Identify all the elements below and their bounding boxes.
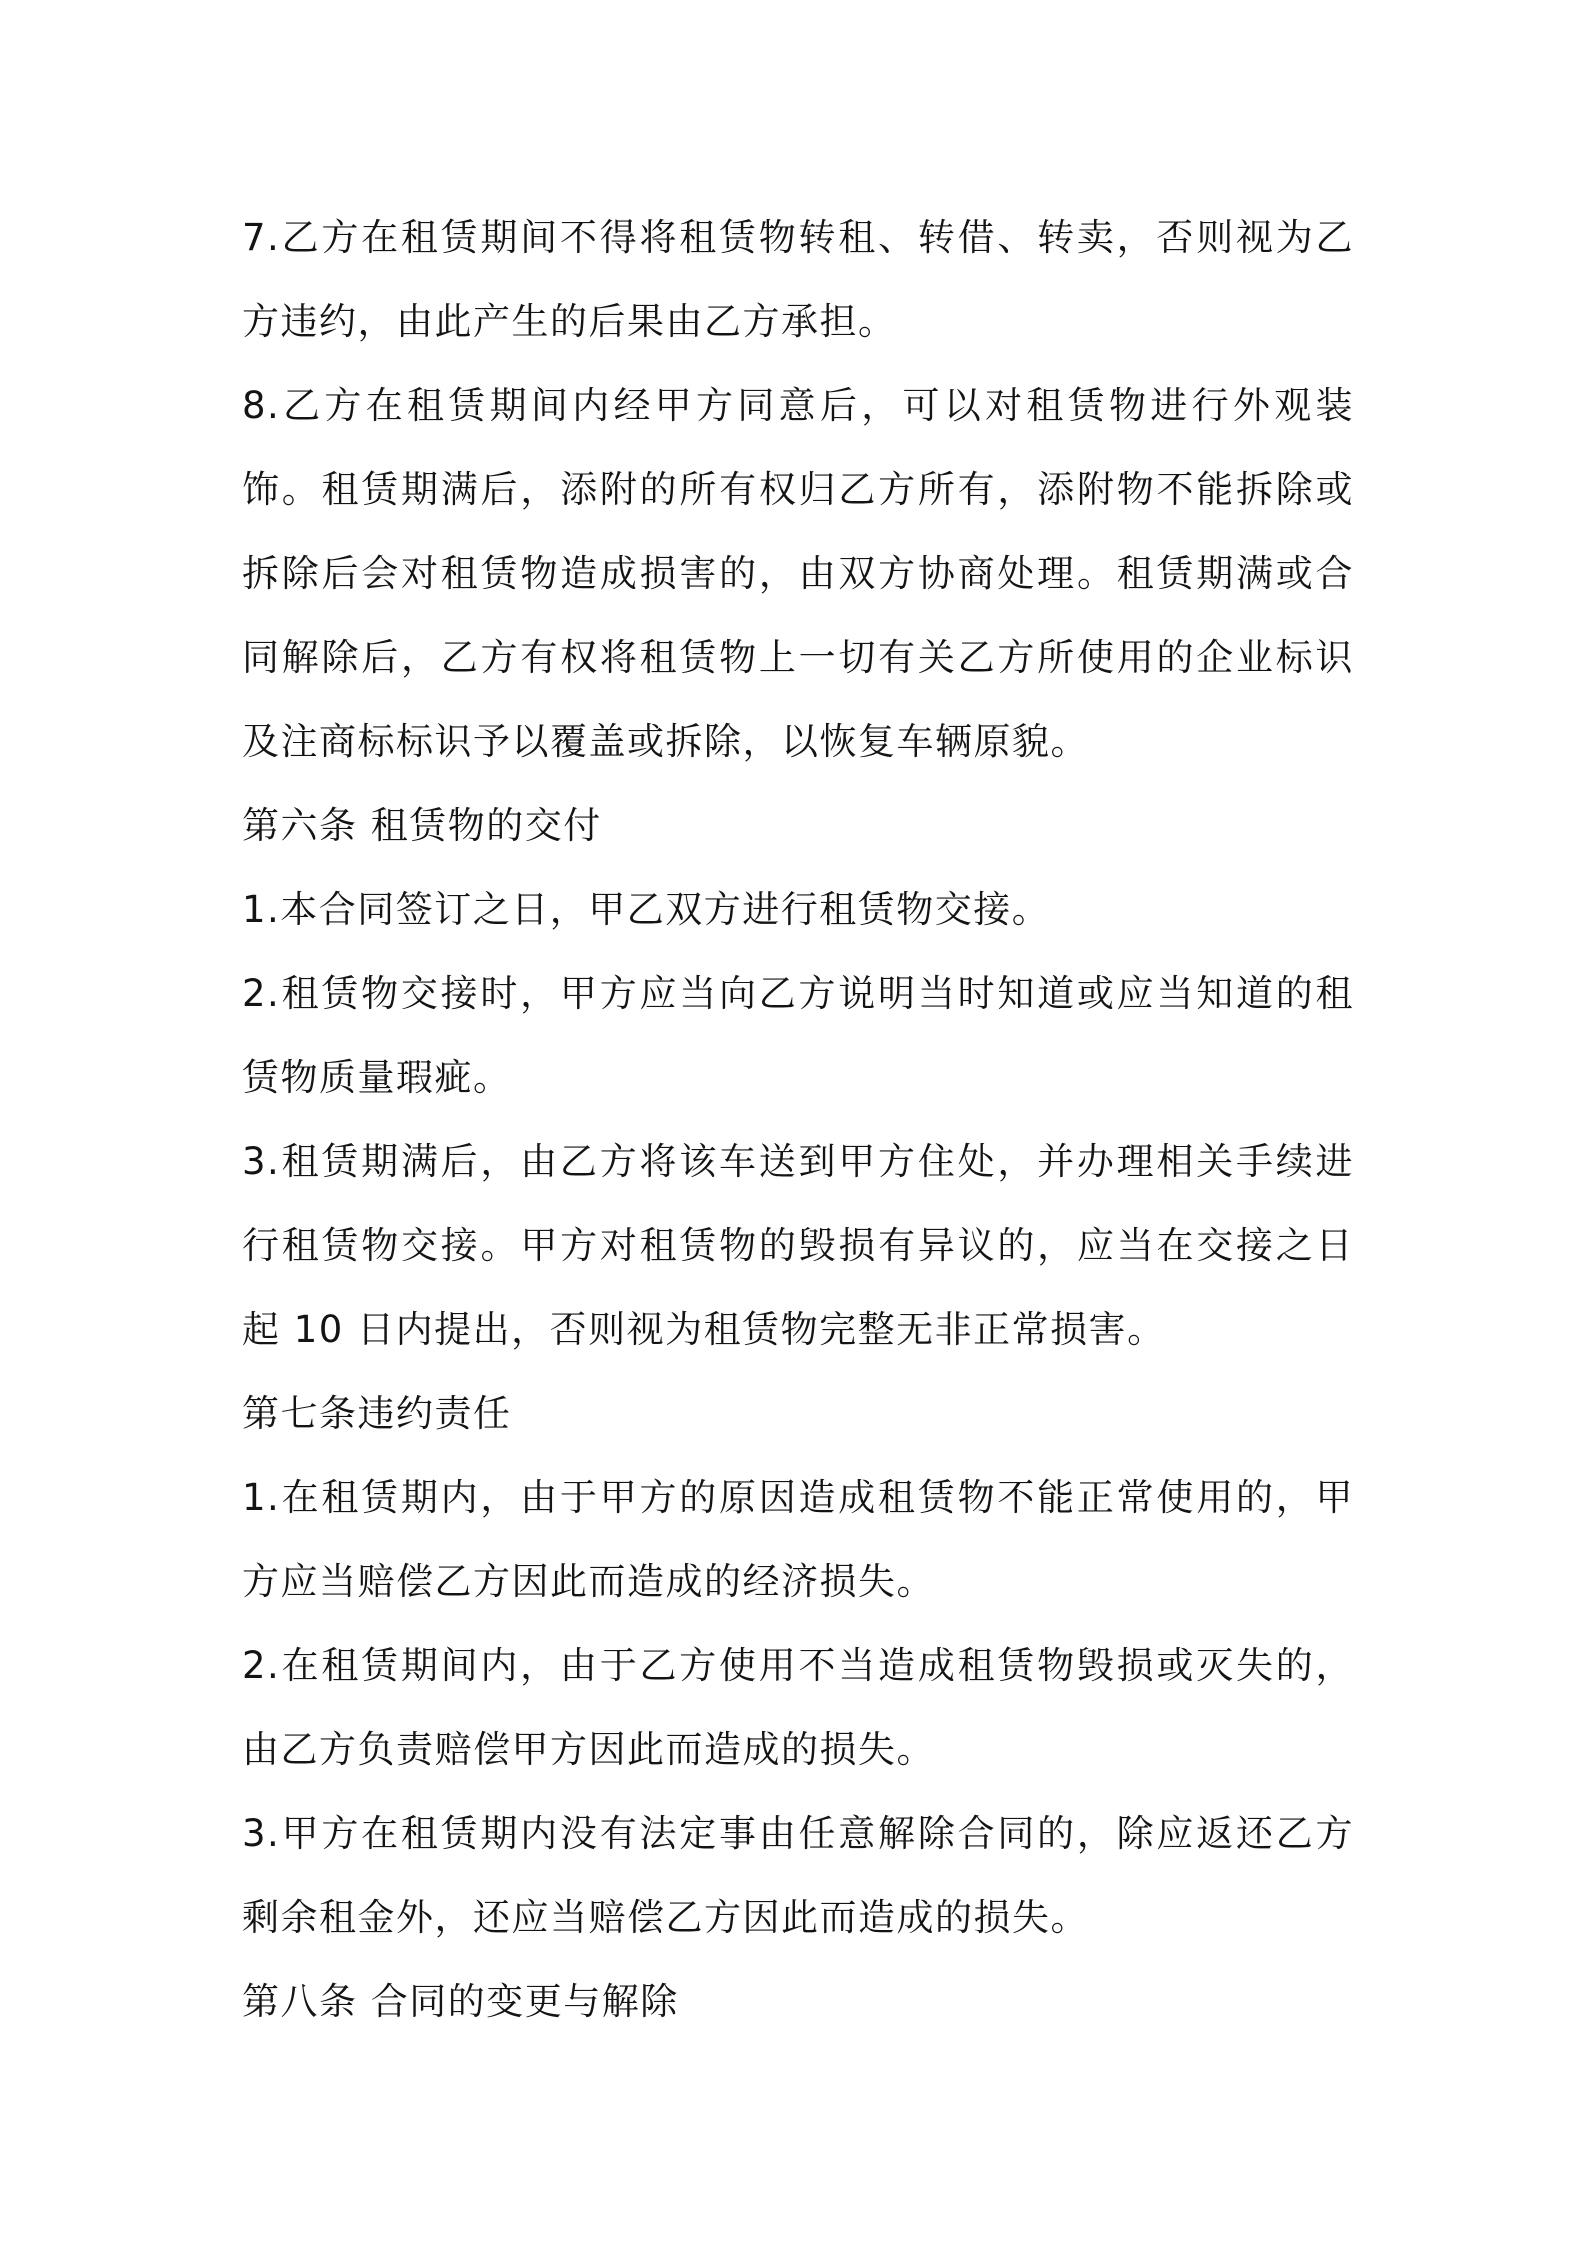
article-6-heading: 第六条 租赁物的交付: [242, 804, 602, 847]
article-6-clause-2: 2.租赁物交接时，甲方应当向乙方说明当时知道或应当知道的租赁物质量瑕疵。: [242, 972, 1354, 1099]
document-body: [242, 196, 1354, 2044]
article-8-heading: 第八条 合同的变更与解除: [242, 1980, 679, 2023]
article-7-clause-3: 3.甲方在租赁期内没有法定事由任意解除合同的，除应返还乙方剩余租金外，还应当赔偿乙方因此而造成的损失。: [242, 1812, 1354, 1939]
article-7-clause-1: 1.在租赁期内，由于甲方的原因造成租赁物不能正常使用的，甲方应当赔偿乙方因此而造成的经济损失。: [242, 1476, 1354, 1603]
clause-8-decoration: 8.乙方在租赁期间内经甲方同意后，可以对租赁物进行外观装饰。租赁期满后，添附的所有权归乙方所有，添附物不能拆除或拆除后会对租赁物造成损害的，由双方协商处理。租赁期满或合同解除后，乙方有权将租赁物上一切有关乙方所使用的企业标识及注商标标识予以覆盖或拆除，以恢复车辆原貌。: [242, 384, 1354, 763]
article-7-heading: 第七条违约责任: [242, 1392, 512, 1435]
article-6-clause-3: 3.租赁期满后，由乙方将该车送到甲方住处，并办理相关手续进行租赁物交接。甲方对租赁物的毁损有异议的，应当在交接之日起 10 日内提出，否则视为租赁物完整无非正常损害。: [242, 1140, 1354, 1351]
clause-7-transfer-prohibition: 7.乙方在租赁期间不得将租赁物转租、转借、转卖，否则视为乙方违约，由此产生的后果由乙方承担。: [242, 216, 1354, 343]
article-7-clause-2: 2.在租赁期间内，由于乙方使用不当造成租赁物毁损或灭失的，由乙方负责赔偿甲方因此而造成的损失。: [242, 1644, 1354, 1771]
article-6-clause-1: 1.本合同签订之日，甲乙双方进行租赁物交接。: [242, 888, 1051, 931]
